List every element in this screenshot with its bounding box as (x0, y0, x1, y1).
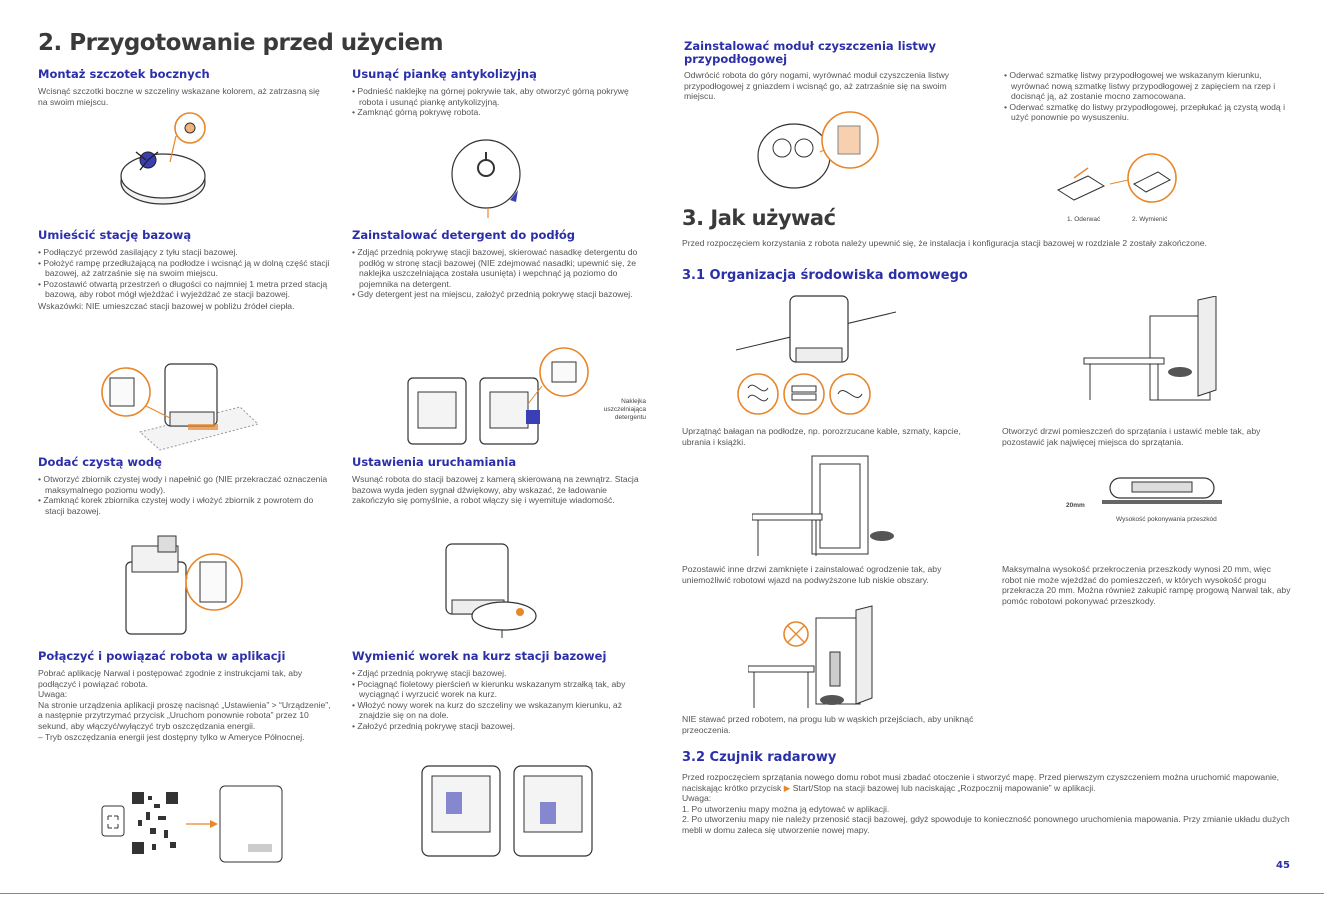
threshold-illustration (1102, 474, 1222, 514)
radar-line-1: Przed rozpoczęciem sprzątania nowego domu robot musi zbadać otoczenie i stworzyć mapę. Przed pierwszym czyszczeniem można uruchomić mapowanie, naciskając krótko przycisk (682, 772, 1280, 793)
caption-replace: 2. Wymienić (1132, 216, 1168, 223)
right-page (662, 0, 1324, 902)
page-title: 2. Przygotowanie przed użyciem (38, 30, 444, 56)
list-item: • Założyć przednią pokrywę stacji bazowej. (352, 721, 648, 732)
section-text: Wcisnąć szczotki boczne w szczeliny wskazane kolorem, aż zatrzasną się na swoim miejscu. (38, 86, 320, 107)
stand-aside-text: NIE stawać przed robotem, na progu lub w wąskich przejściach, aby uniknąć przeoczenia. (682, 714, 974, 735)
section-text: Odwrócić robota do góry nogami, wyrównać moduł czyszczenia listwy przypodłogowej z gniazdem i wcisnąć go, aż zatrzaśnie się na swoim miejscu. (684, 70, 950, 102)
section-remove-foam (352, 68, 644, 118)
paragraph: 2. Po utworzeniu mapy nie należy przenosić stacji bazowej, gdyż spowoduje to konieczność ponownego uruchomienia mapowania. Przy zmianie układu dużych mebli w domu zaleca się utworzenie nowej mapy. (682, 814, 1290, 835)
list-item: • Gdy detergent jest na miejscu, założyć przednią pokrywę stacji bazowej. (352, 289, 648, 300)
detergent-caption: Naklejka uszczelniająca detergentu (603, 398, 646, 421)
bottom-rule (0, 893, 1324, 894)
list-item: • Pociągnąć fioletowy pierścień w kierunku wskazanym strzałką tak, aby wyciągnąć i wyrzucić worek na kurz. (352, 679, 648, 700)
open-door-illustration (1080, 296, 1250, 406)
section-heading: Usunąć piankę antykolizyjną (352, 67, 537, 81)
section-startup (352, 456, 648, 506)
section-heading: Ustawienia uruchamiania (352, 455, 517, 469)
doors-text: Otworzyć drzwi pomieszczeń do sprzątania i ustawić meble tak, aby pozostawić jak najwięcej miejsca do sprzątania. (1002, 426, 1261, 447)
section-heading: Połączyć i powiązać robota w aplikacji (38, 649, 286, 663)
list-item: • Oderwać szmatkę do listwy przypodłogowej, przepłukać ją czystą wodą i użyć ponownie po wysuszeniu. (1004, 102, 1292, 123)
list-item: • Położyć rampę przedłużającą na podłodze i wcisnąć ją w dolną część stacji bazowej, aż zatrzaśnie się na swoim miejscu. (38, 258, 334, 279)
side-brush-illustration (118, 112, 228, 217)
radar-line-2: Start/Stop na stacji bazowej lub naciskając „Rozpocznij mapowanie” w aplikacji. (792, 782, 1096, 793)
section-list (38, 474, 330, 516)
list-item: • Zamknąć korek zbiornika czystej wody i włożyć zbiornik z powrotem do stacji bazowej. (38, 495, 330, 516)
list-item: • Podłączyć przewód zasilający z tyłu stacji bazowej. (38, 247, 334, 258)
docking-illustration (438, 538, 548, 640)
list-item: • Pozostawić otwartą przestrzeń o długości co najmniej 1 metra przed stacją bazową, aby robot mógł wjeżdżać i wyjeżdżać ze stacji bazowej. (38, 279, 334, 300)
list-item: • Zamknąć górną pokrywę robota. (352, 107, 644, 118)
intro-text: Przed rozpoczęciem korzystania z robota należy upewnić się, że instalacja i konfiguracja stacji bazowej w rozdziale 2 zostały zakończone. (682, 238, 1207, 248)
detergent-illustration (404, 346, 594, 452)
page-number: 45 (1276, 860, 1290, 871)
section-baseboard-cloth (1004, 70, 1292, 123)
fence-text: Pozostawić inne drzwi zamknięte i zainstalować ogrodzenie tak, aby uniemożliwić robotowi wjazd na podwyższone lub niskie obszary. (682, 564, 942, 585)
closed-door-illustration (752, 452, 902, 558)
section-list (38, 247, 334, 300)
section-list (352, 86, 644, 118)
section-text: Wsunąć robota do stacji bazowej z kamerą skierowaną na zewnątrz. Stacja bazowa wyda jeden sygnał dźwiękowy, aby wskazać, że ładowanie zakończyło się pomyślnie, a robot włączy się i wyemituje wiadomość. (352, 474, 639, 506)
section-list (352, 668, 648, 732)
list-item: • Podnieść naklejkę na górnej pokrywie tak, aby otworzyć górną pokrywę robota i usunąć piankę antykolizyjną. (352, 86, 644, 107)
water-tank-illustration (118, 532, 248, 640)
section-text (38, 668, 334, 742)
paragraph: Pobrać aplikację Narwal i postępować zgodnie z instrukcjami tak, aby podłączyć i powiązać robota. (38, 668, 303, 689)
list-item: • Zdjąć przednią pokrywę stacji bazowej, skierować nasadkę detergentu do podłóg w stronę stacji bazowej (NIE zdejmować nasadki; upewnić się, że naklejka uszczelniająca została usunięta) i wepchnąć ją poziomo do pojemnika na detergent. (352, 247, 648, 289)
list-item: • Zdjąć przednią pokrywę stacji bazowej. (352, 668, 648, 679)
list-item: • Oderwać szmatkę listwy przypodłogowej we wskazanym kierunku, wyrównać nową szmatkę listwy przypodłogowej z zapięciem na rzep i docisnąć ją, aż zostanie mocno zamocowana. (1004, 70, 1292, 102)
section-baseboard-module (684, 40, 974, 102)
caption-tear-off: 1. Oderwać (1067, 216, 1101, 223)
paragraph: – Tryb oszczędzania energii jest dostępny tylko w Ameryce Północnej. (38, 731, 305, 742)
section-list (1004, 70, 1292, 123)
threshold-text: Maksymalna wysokość przekroczenia przeszkody wynosi 20 mm, więc robot nie może wjeżdżać do pomieszczeń, w których wysokość progu przekracza 20 mm. Można również zakupić rampę progową Narwal tak, aby pomóc robotowi pokonywać przeszkody. (1002, 564, 1291, 606)
section-add-water (38, 456, 330, 516)
robot-cover-illustration (450, 138, 530, 220)
section-side-brushes (38, 68, 328, 107)
tip-text: Wskazówki: NIE umieszczać stacji bazowej w pobliżu źródeł ciepła. (38, 300, 295, 311)
app-qr-illustration (100, 784, 300, 864)
play-icon: ▶ (783, 782, 791, 793)
section-heading: Zainstalować moduł czyszczenia listwy przypodłogowej (684, 39, 937, 66)
subsection-heading: 3.1 Organizacja środowiska domowego (682, 268, 968, 283)
paragraph: Na stronie urządzenia aplikacji proszę nacisnąć „Ustawienia” > “Urządzenie”, a następnie przytrzymać przycisk „Uruchom ponownie robota” przez 10 sekund, aby włączyć/wyłączyć tryb oszczędzania energii. (38, 699, 331, 731)
cloth-replace-illustration (1054, 150, 1194, 210)
paragraph: Uwaga: (682, 793, 712, 804)
list-item: • Otworzyć zbiornik czystej wody i napełnić go (NIE przekraczać oznaczenia maksymalnego poziomu wody). (38, 474, 330, 495)
paragraph: Uwaga: (38, 689, 68, 700)
chapter-title: 3. Jak używać (682, 206, 836, 230)
section-list (352, 247, 648, 300)
dust-bag-illustration (418, 762, 598, 862)
section-place-base (38, 229, 334, 312)
height-label: 20mm (1066, 502, 1085, 509)
section-heading: Zainstalować detergent do podłóg (352, 228, 575, 242)
list-item: • Włożyć nowy worek na kurz do szczeliny we wskazanym kierunku, aż znajdzie się on na dole. (352, 700, 648, 721)
section-install-detergent (352, 229, 648, 300)
section-heading: Umieścić stację bazową (38, 228, 192, 242)
baseboard-module-illustration (754, 110, 884, 194)
section-heading: Wymienić worek na kurz stacji bazowej (352, 649, 607, 663)
radar-text (682, 772, 1294, 836)
section-dust-bag (352, 650, 648, 732)
section-connect-app (38, 650, 334, 742)
section-heading: Dodać czystą wodę (38, 455, 162, 469)
stand-aside-illustration (748, 604, 898, 710)
base-station-illustration (100, 352, 260, 452)
section-heading: Montaż szczotek bocznych (38, 67, 210, 81)
height-caption: Wysokość pokonywania przeszkód (1116, 516, 1217, 523)
subsection-heading: 3.2 Czujnik radarowy (682, 750, 837, 765)
paragraph (682, 772, 1294, 793)
paragraph: 1. Po utworzeniu mapy można ją edytować w aplikacji. (682, 803, 890, 814)
clutter-illustration (736, 290, 906, 420)
clutter-text: Uprzątnąć bałagan na podłodze, np. porozrzucane kable, szmaty, kapcie, ubrania i książki. (682, 426, 961, 447)
